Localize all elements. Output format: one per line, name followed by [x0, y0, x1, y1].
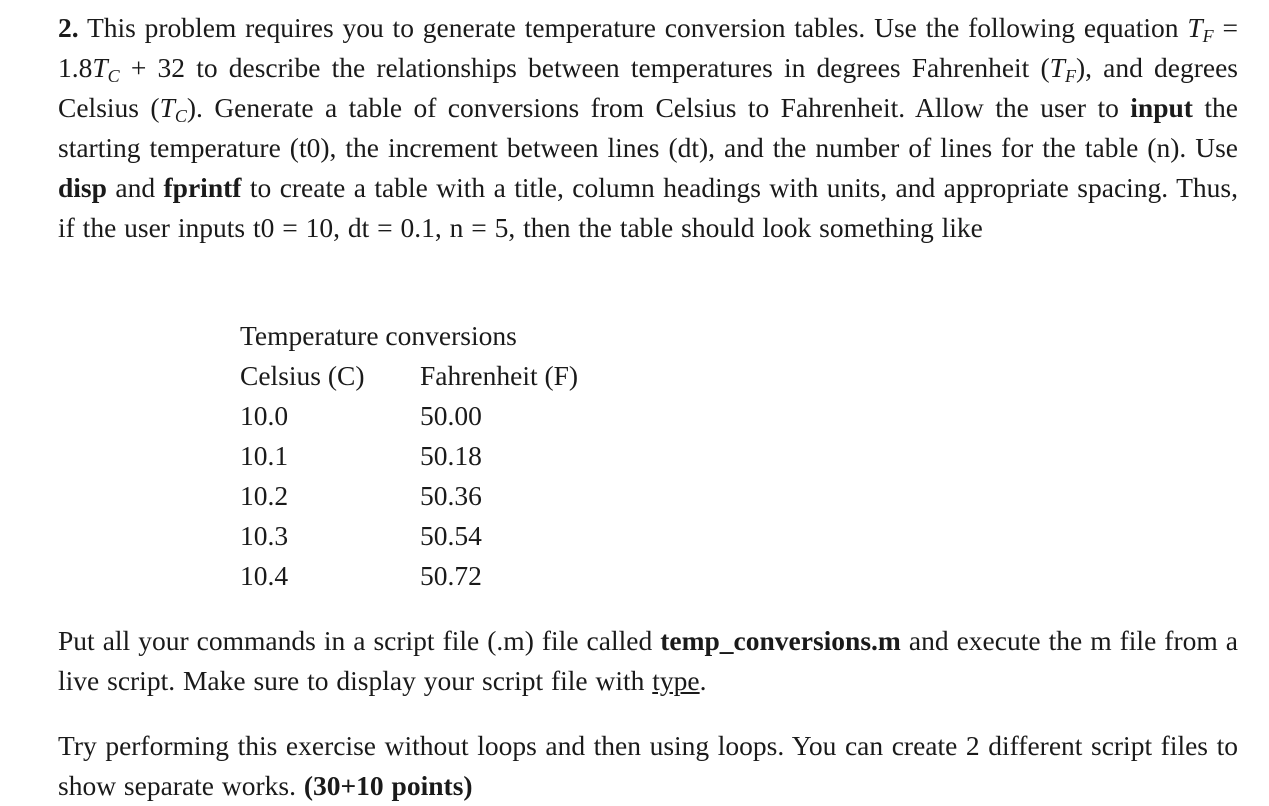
eq-tc-symbol: T [92, 52, 108, 83]
para3-text-1: Try performing this exercise without loops and then using loops. You can create 2 different script files to show separate works. [58, 730, 1238, 801]
table-row [240, 396, 640, 436]
fahrenheit-cell: 50.18 [420, 440, 482, 471]
para2-text-1: Put all your commands in a script file (.m) file called [58, 625, 661, 656]
column-header-fahrenheit: Fahrenheit (F) [420, 360, 579, 391]
table-row [240, 476, 640, 516]
equation-tc [92, 52, 120, 86]
celsius-cell: 10.4 [240, 560, 289, 591]
fahrenheit-cell: 50.72 [420, 560, 482, 591]
celsius-cell: 10.3 [240, 520, 289, 551]
script-paragraph [58, 621, 1238, 701]
celsius-cell: 10.0 [240, 400, 289, 431]
table-header-row [240, 356, 640, 396]
table-row [240, 556, 640, 592]
keyword-fprintf: fprintf [163, 172, 242, 203]
symbol-tf [1049, 52, 1076, 86]
tf-sub: F [1064, 66, 1076, 86]
equation-mid: = 1.8 [58, 12, 1238, 83]
loops-paragraph [58, 726, 1238, 806]
keyword-disp: disp [58, 172, 107, 203]
problem-text-3: ), and degrees Celsius ( [58, 52, 1238, 123]
tf-symbol: T [1049, 52, 1065, 83]
problem-text-2: to describe the relationships between temperatures in degrees Fahrenheit ( [185, 52, 1050, 83]
celsius-cell: 10.1 [240, 440, 289, 471]
tc-symbol: T [159, 92, 175, 123]
problem-text-5: the starting temperature (t0), the increment between lines (dt), and the number of lines for the table (n). Use [58, 92, 1238, 163]
fahrenheit-cell: 50.00 [420, 400, 482, 431]
column-header-celsius: Celsius (C) [240, 360, 365, 391]
para2-text-3: . [699, 665, 707, 696]
fahrenheit-cell: 50.54 [420, 520, 482, 551]
table-row [240, 436, 640, 476]
problem-text-6: and [106, 172, 164, 203]
eq-tf-symbol: T [1187, 12, 1203, 43]
equation-tf [1187, 12, 1214, 46]
problem-text-1: This problem requires you to generate temperature conversion tables. Use the following equation [78, 12, 1188, 43]
problem-paragraph [58, 8, 1238, 248]
para2-text-2: and execute the m file from a live script. Make sure to display your script file with [58, 625, 1238, 696]
loops-instructions [58, 726, 1238, 806]
equation-end: + 32 [119, 52, 186, 83]
problem-text-7: to create a table with a title, column headings with units, and appropriate spacing. Thus, if the user inputs t0 = 10, dt = 0.1, n = 5, then the table should look something like [58, 172, 1238, 243]
problem-number: 2. [58, 12, 79, 43]
celsius-cell: 10.2 [240, 480, 289, 511]
table-row [240, 516, 640, 556]
problem-text-block [58, 8, 1238, 248]
tc-sub: C [174, 106, 187, 126]
eq-tf-sub: F [1202, 26, 1214, 46]
fahrenheit-cell: 50.36 [420, 480, 482, 511]
symbol-tc [159, 92, 187, 126]
table-title: Temperature conversions [240, 320, 517, 351]
points-label: (30+10 points) [303, 770, 473, 801]
conversion-table [240, 316, 640, 592]
script-filename: temp_conversions.m [660, 625, 901, 656]
keyword-type: type [652, 665, 700, 696]
keyword-input: input [1130, 92, 1193, 123]
eq-tc-sub: C [107, 66, 120, 86]
script-instructions [58, 621, 1238, 701]
problem-text-4: ). Generate a table of conversions from Celsius to Fahrenheit. Allow the user to [186, 92, 1131, 123]
